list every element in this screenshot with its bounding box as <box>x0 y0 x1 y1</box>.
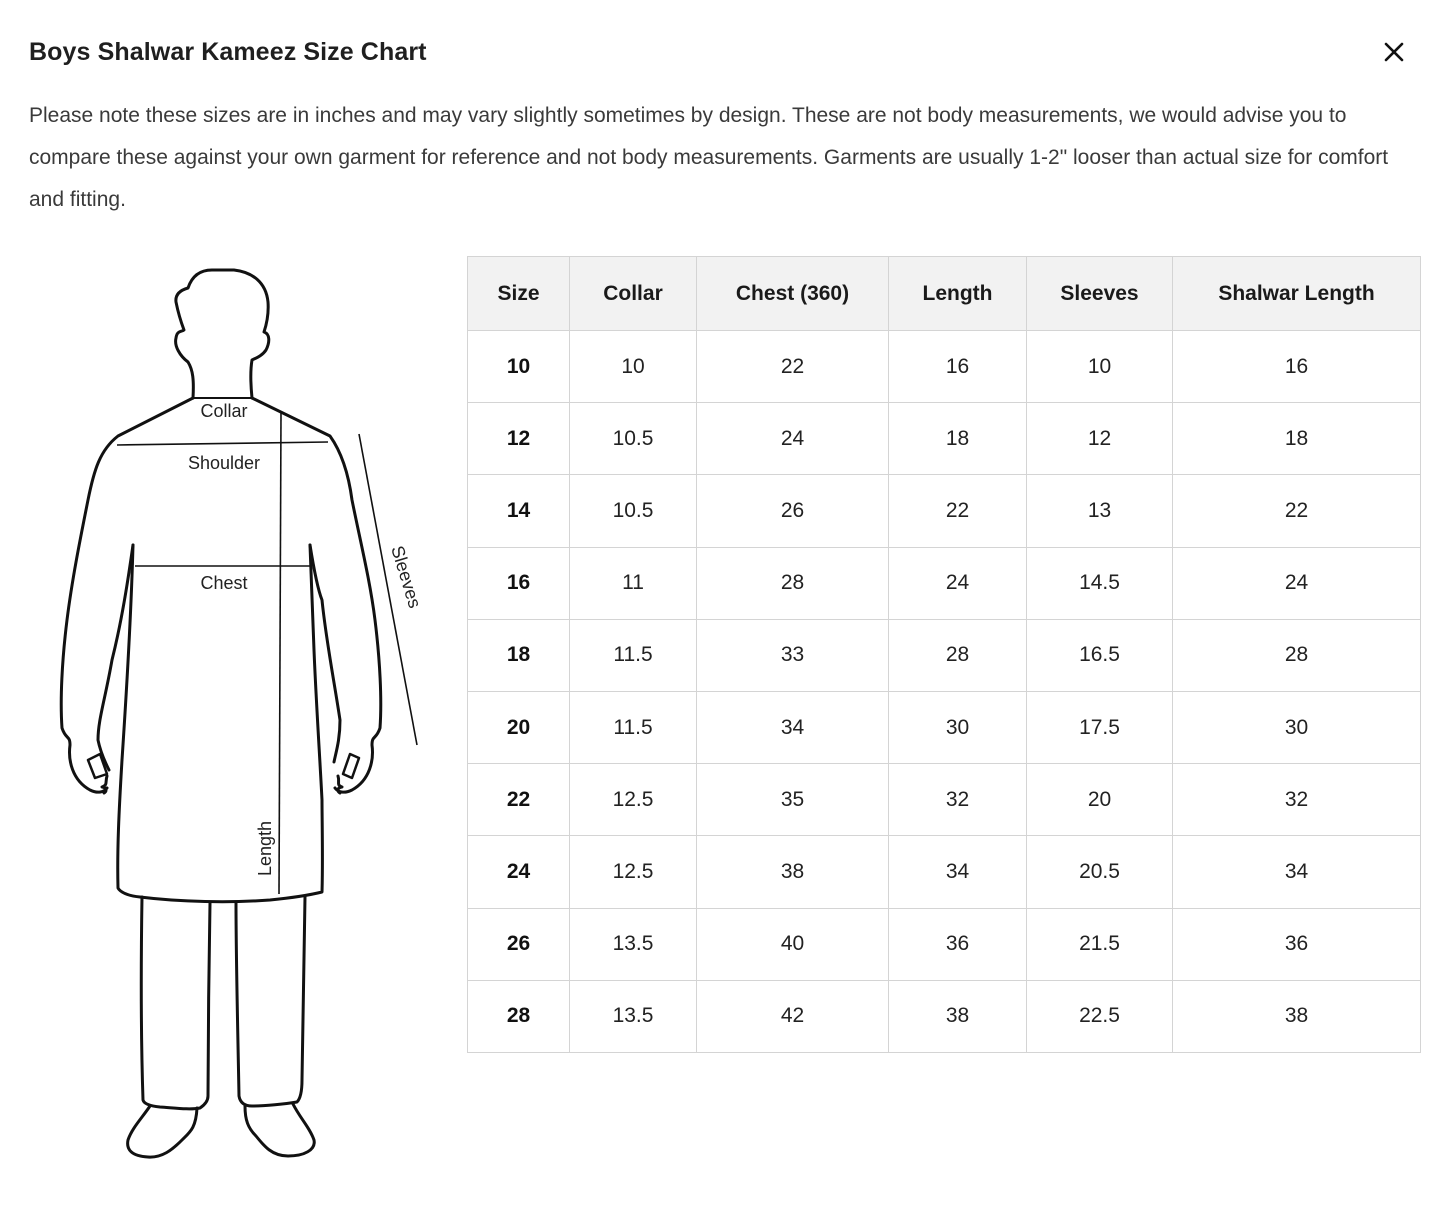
cell-length: 16 <box>889 331 1027 403</box>
cell-shalwar-length: 22 <box>1173 475 1421 547</box>
label-collar: Collar <box>200 401 248 421</box>
header-shalwar-length: Shalwar Length <box>1173 257 1421 331</box>
table-row <box>468 331 1421 403</box>
table-header-row <box>468 257 1421 331</box>
cell-size: 20 <box>468 691 570 763</box>
cell-sleeves: 10 <box>1027 331 1173 403</box>
cell-size: 28 <box>468 980 570 1052</box>
cell-chest: 24 <box>697 403 889 475</box>
cell-shalwar-length: 18 <box>1173 403 1421 475</box>
cell-sleeves: 14.5 <box>1027 547 1173 619</box>
table-row <box>468 908 1421 980</box>
cell-length: 30 <box>889 691 1027 763</box>
cell-length: 38 <box>889 980 1027 1052</box>
cell-shalwar-length: 16 <box>1173 331 1421 403</box>
cell-chest: 33 <box>697 619 889 691</box>
cell-sleeves: 20.5 <box>1027 836 1173 908</box>
label-shoulder: Shoulder <box>187 453 261 473</box>
cell-size: 22 <box>468 764 570 836</box>
cell-chest: 26 <box>697 475 889 547</box>
cell-shalwar-length: 38 <box>1173 980 1421 1052</box>
cell-chest: 38 <box>697 836 889 908</box>
table-row <box>468 475 1421 547</box>
cell-shalwar-length: 32 <box>1173 764 1421 836</box>
cell-sleeves: 20 <box>1027 764 1173 836</box>
cell-chest: 28 <box>697 547 889 619</box>
cell-chest: 42 <box>697 980 889 1052</box>
cell-shalwar-length: 28 <box>1173 619 1421 691</box>
cell-length: 32 <box>889 764 1027 836</box>
modal-title: Boys Shalwar Kameez Size Chart <box>29 38 427 66</box>
cell-size: 14 <box>468 475 570 547</box>
size-chart-table <box>467 256 1421 1053</box>
close-button[interactable] <box>1378 36 1410 68</box>
header-sleeves: Sleeves <box>1027 257 1173 331</box>
cell-size: 16 <box>468 547 570 619</box>
cell-shalwar-length: 36 <box>1173 908 1421 980</box>
header-size: Size <box>468 257 570 331</box>
cell-chest: 40 <box>697 908 889 980</box>
header-chest: Chest (360) <box>697 257 889 331</box>
cell-chest: 22 <box>697 331 889 403</box>
table-row <box>468 980 1421 1052</box>
cell-sleeves: 17.5 <box>1027 691 1173 763</box>
size-note: Please note these sizes are in inches and may vary slightly sometimes by design. These are not body measurements, we would advise you to compare these against your own garment for reference and not body measurements. Garments are usually 1-2" looser than actual size for comfort and fitting. <box>29 104 1389 211</box>
cell-collar: 10.5 <box>570 403 697 475</box>
table-row <box>468 403 1421 475</box>
table-row <box>468 547 1421 619</box>
cell-length: 34 <box>889 836 1027 908</box>
cell-shalwar-length: 34 <box>1173 836 1421 908</box>
table-row <box>468 764 1421 836</box>
close-icon <box>1384 42 1404 62</box>
cell-chest: 34 <box>697 691 889 763</box>
body-outline-illustration <box>40 262 440 1172</box>
cell-length: 36 <box>889 908 1027 980</box>
cell-sleeves: 12 <box>1027 403 1173 475</box>
cell-collar: 11.5 <box>570 619 697 691</box>
cell-collar: 13.5 <box>570 980 697 1052</box>
cell-shalwar-length: 30 <box>1173 691 1421 763</box>
cell-sleeves: 13 <box>1027 475 1173 547</box>
cell-length: 22 <box>889 475 1027 547</box>
cell-size: 18 <box>468 619 570 691</box>
label-sleeves: Sleeves <box>387 543 426 611</box>
label-chest: Chest <box>200 573 248 593</box>
cell-collar: 11.5 <box>570 691 697 763</box>
cell-chest: 35 <box>697 764 889 836</box>
cell-length: 28 <box>889 619 1027 691</box>
cell-collar: 13.5 <box>570 908 697 980</box>
cell-length: 24 <box>889 547 1027 619</box>
table-row <box>468 691 1421 763</box>
header-collar: Collar <box>570 257 697 331</box>
cell-collar: 12.5 <box>570 836 697 908</box>
cell-collar: 11 <box>570 547 697 619</box>
cell-sleeves: 21.5 <box>1027 908 1173 980</box>
cell-sleeves: 16.5 <box>1027 619 1173 691</box>
cell-shalwar-length: 24 <box>1173 547 1421 619</box>
table-row <box>468 836 1421 908</box>
header-length: Length <box>889 257 1027 331</box>
cell-size: 24 <box>468 836 570 908</box>
table-row <box>468 619 1421 691</box>
cell-size: 12 <box>468 403 570 475</box>
cell-sleeves: 22.5 <box>1027 980 1173 1052</box>
label-length: Length <box>255 820 275 876</box>
cell-length: 18 <box>889 403 1027 475</box>
cell-collar: 12.5 <box>570 764 697 836</box>
cell-collar: 10.5 <box>570 475 697 547</box>
cell-size: 10 <box>468 331 570 403</box>
cell-size: 26 <box>468 908 570 980</box>
measurement-figure <box>40 262 440 1172</box>
cell-collar: 10 <box>570 331 697 403</box>
